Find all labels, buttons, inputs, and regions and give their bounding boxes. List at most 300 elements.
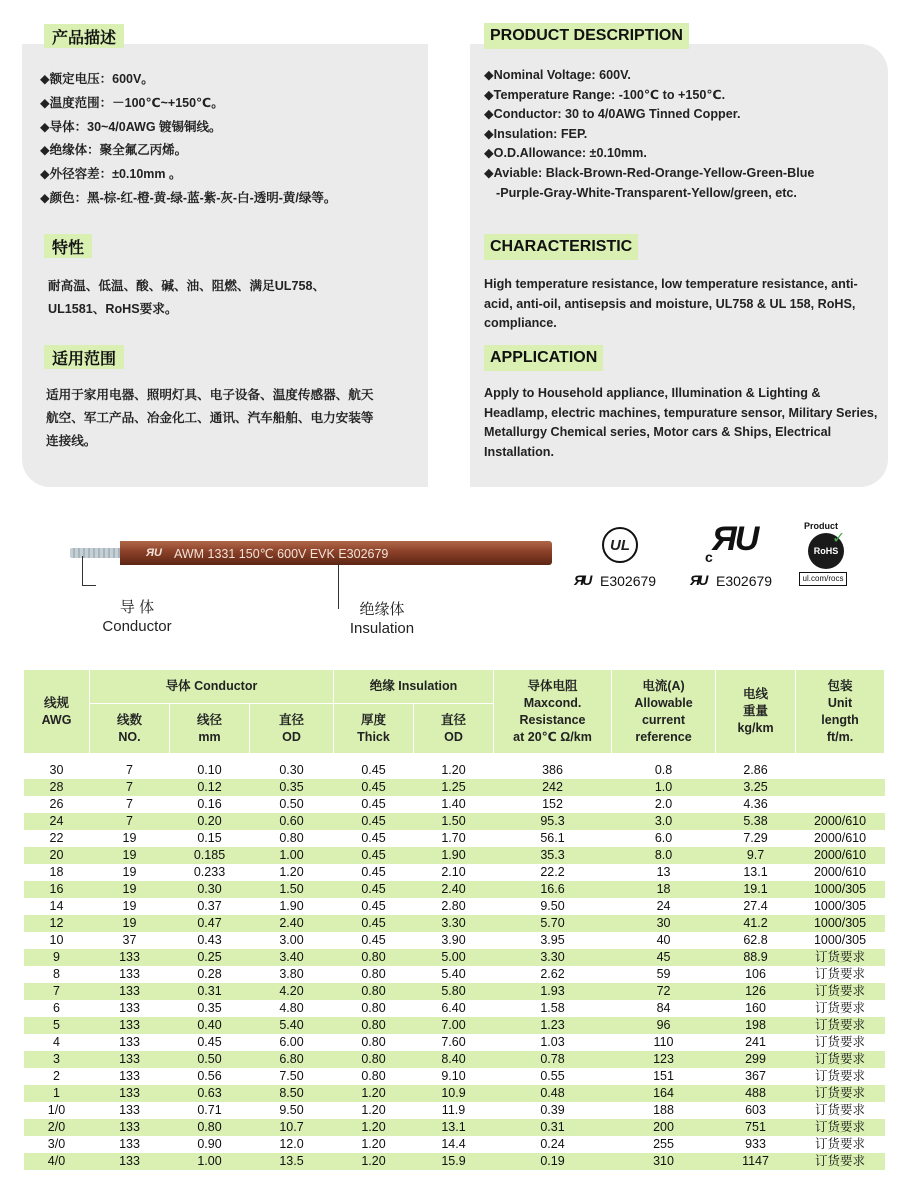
table-cell: 133 (90, 949, 170, 966)
table-cell: 1.90 (414, 847, 494, 864)
table-cell: 133 (119, 1136, 140, 1151)
table-row (24, 898, 885, 915)
table-cell: 0.10 (197, 762, 222, 777)
table-row (24, 796, 885, 813)
table-cell: 62.8 (743, 932, 768, 947)
table-cell: 12 (24, 915, 90, 932)
table-row (24, 1017, 885, 1034)
table-cell: 0.60 (250, 813, 334, 830)
table-cell: 0.31 (494, 1119, 612, 1136)
table-cell: 0.78 (494, 1051, 612, 1068)
table-cell: 1.00 (250, 847, 334, 864)
table-cell: 6 (53, 1000, 60, 1015)
table-cell: 164 (612, 1085, 716, 1102)
table-cell: 0.35 (197, 1000, 222, 1015)
cn-application-heading: 适用范围 (44, 345, 124, 369)
table-cell: 0.20 (170, 813, 250, 830)
header-text: 线数 (116, 712, 142, 727)
table-cell: 0.37 (197, 898, 222, 913)
insulation-label (340, 600, 424, 638)
header-text: ft/m. (826, 729, 854, 744)
table-cell: 订货要求 (796, 1119, 885, 1136)
table-cell: 6.0 (654, 830, 673, 845)
table-cell: 30 (49, 762, 64, 777)
table-cell: 1.23 (494, 1017, 612, 1034)
table-cell: 59 (656, 966, 671, 981)
table-cell: 0.45 (334, 881, 414, 898)
table-cell: 订货要求 (815, 1068, 866, 1083)
table-cell: 367 (745, 1068, 766, 1083)
ur-mark-icon: ЯU (146, 547, 162, 559)
header-text: mm (198, 729, 221, 744)
table-row (24, 1153, 885, 1170)
en-characteristic-text: High temperature resistance, low temperature resistance, anti-acid, anti-oil, antisepsis and moisture, UL758 & UL 158, RoHS, compliance. (484, 277, 858, 330)
table-cell: 3.30 (414, 915, 494, 932)
header-text: Maxcond. (523, 695, 582, 710)
table-cell: 0.45 (361, 864, 386, 879)
header-text: OD (444, 729, 463, 744)
table-cell: 40 (656, 932, 671, 947)
table-cell: 4/0 (24, 1153, 90, 1170)
table-cell: 133 (119, 1102, 140, 1117)
table-cell: 1.40 (441, 796, 466, 811)
cable-print-text: AWM 1331 150℃ 600V EVK E302679 (173, 546, 389, 561)
list-item: ◆额定电压：600V。 (40, 72, 154, 86)
table-cell: 1.90 (279, 898, 304, 913)
table-cell: 5.00 (414, 949, 494, 966)
table-row (24, 762, 885, 779)
table-cell: 7.60 (441, 1034, 466, 1049)
table-cell: 订货要求 (796, 1153, 885, 1170)
table-cell: 27.4 (743, 898, 768, 913)
header-text: at 20℃ Ω/km (513, 729, 592, 744)
table-cell: 2000/610 (813, 830, 867, 845)
table-cell: 3.80 (279, 966, 304, 981)
table-cell: 19 (122, 898, 137, 913)
list-item: ◆Conductor: 30 to 4/0AWG Tinned Copper. (484, 107, 741, 122)
en-application-heading: APPLICATION (484, 345, 603, 371)
table-cell: 933 (745, 1136, 766, 1151)
table-cell: 2.62 (540, 966, 565, 981)
table-cell: 订货要求 (815, 1034, 866, 1049)
table-cell: 13.5 (250, 1153, 334, 1170)
table-cell: 2 (53, 1068, 60, 1083)
table-cell: 241 (745, 1034, 766, 1049)
table-row (24, 1119, 885, 1136)
table-cell: 0.80 (361, 1000, 386, 1015)
table-cell: 0.19 (494, 1153, 612, 1170)
table-row (24, 1102, 885, 1119)
header-text: 直径 (441, 712, 467, 727)
table-cell: 96 (612, 1017, 716, 1034)
table-row (24, 1068, 885, 1085)
table-cell: 188 (653, 1102, 674, 1117)
table-row (24, 1051, 885, 1068)
table-cell: 41.2 (716, 915, 796, 932)
table-cell: 4.80 (279, 1000, 304, 1015)
table-cell: 0.45 (197, 1034, 222, 1049)
table-cell: 106 (745, 966, 766, 981)
cur-file-number: E302679 (716, 573, 773, 589)
table-cell: 20 (24, 847, 90, 864)
table-cell: 603 (745, 1102, 766, 1117)
table-cell: 24 (24, 813, 90, 830)
table-cell: 1.20 (334, 1085, 414, 1102)
ul-file-number: E302679 (600, 573, 657, 589)
table-cell: 0.80 (361, 966, 386, 981)
table-cell: 0.45 (334, 779, 414, 796)
header-text: Allowable (634, 695, 693, 710)
table-row (24, 1000, 885, 1017)
en-description-list (484, 66, 814, 203)
list-item: ◆Nominal Voltage: 600V. (484, 68, 631, 82)
table-cell: 0.25 (170, 949, 250, 966)
table-cell: 0.45 (334, 813, 414, 830)
en-description-heading: PRODUCT DESCRIPTION (484, 23, 689, 49)
col-header-package (796, 670, 885, 754)
table-cell: 0.35 (250, 779, 334, 796)
table-cell: 1.20 (279, 864, 304, 879)
table-cell: 242 (494, 779, 612, 796)
table-cell: 7 (90, 813, 170, 830)
table-cell: 0.63 (170, 1085, 250, 1102)
cn-characteristic-heading: 特性 (44, 234, 92, 258)
table-cell: 19 (90, 847, 170, 864)
list-item: ◆Aviable: Black-Brown-Red-Orange-Yellow-Green-Blue (484, 165, 815, 180)
table-cell: 133 (119, 1068, 140, 1083)
table-cell: 7 (126, 762, 133, 777)
table-cell: 12.0 (279, 1136, 304, 1151)
table-cell: 299 (716, 1051, 796, 1068)
col-header-insulation: 绝缘 Insulation (334, 670, 494, 704)
table-cell: 126 (716, 983, 796, 1000)
header-text: 线规 (43, 695, 69, 710)
table-cell: 6.00 (279, 1034, 304, 1049)
table-cell: 0.233 (193, 864, 226, 879)
table-cell: 1.25 (414, 779, 494, 796)
table-cell: 3.0 (612, 813, 716, 830)
col-header-strand-diameter (170, 704, 250, 754)
header-text: 电流(A) (642, 678, 685, 693)
table-cell: 14 (49, 898, 64, 913)
table-cell: 0.80 (361, 1068, 386, 1083)
table-row (24, 1136, 885, 1153)
table-cell: 95.3 (494, 813, 612, 830)
table-cell: 13.1 (743, 864, 768, 879)
col-header-conductor: 导体 Conductor (90, 670, 334, 704)
table-cell: 2.40 (414, 881, 494, 898)
table-cell: 2.40 (250, 915, 334, 932)
header-text: 线径 (196, 712, 222, 727)
table-cell: 订货要求 (815, 966, 866, 981)
table-cell: 84 (656, 1000, 671, 1015)
rohs-label: RoHS (813, 546, 839, 556)
insulation-label-en: Insulation (349, 620, 415, 637)
cn-description-list (40, 68, 336, 211)
spec-table-body (24, 762, 885, 1170)
cur-c-mark: c (705, 549, 711, 565)
ul-url-label: ul.com/rocs (799, 572, 847, 586)
insulation-label-cn: 绝缘体 (359, 601, 405, 618)
table-cell: 133 (90, 1051, 170, 1068)
table-cell: 4 (53, 1034, 60, 1049)
conductor-leader-tick (82, 585, 96, 586)
col-header-weight (716, 670, 796, 754)
table-cell: 0.45 (361, 830, 386, 845)
table-cell: 19 (122, 864, 137, 879)
table-row (24, 932, 885, 949)
table-cell: 5.70 (494, 915, 612, 932)
table-cell: 13 (656, 864, 671, 879)
header-text: 电线 (743, 687, 769, 701)
table-cell: 19 (90, 915, 170, 932)
list-item: ◆颜色：黑-棕-红-橙-黄-绿-蓝-紫-灰-白-透明-黄/绿等。 (40, 190, 337, 205)
table-cell: 133 (119, 1000, 140, 1015)
table-cell: 9.50 (279, 1102, 304, 1117)
table-row (24, 864, 885, 881)
header-spacer (24, 754, 885, 762)
table-cell: 8.40 (414, 1051, 494, 1068)
table-cell: 0.90 (197, 1136, 222, 1151)
cur-logo-icon: ЯU (712, 520, 758, 558)
table-cell: 0.16 (197, 796, 222, 811)
table-cell: 1.20 (441, 762, 466, 777)
table-cell: 0.80 (334, 1051, 414, 1068)
table-cell: 2000/610 (796, 813, 885, 830)
table-cell: 4.36 (743, 796, 768, 811)
table-cell: 72 (612, 983, 716, 1000)
table-cell: 110 (653, 1034, 674, 1049)
table-cell: 2000/610 (796, 847, 885, 864)
table-cell (796, 796, 885, 813)
cable-insulation-jacket (120, 541, 552, 565)
table-cell: 7 (90, 779, 170, 796)
col-header-awg (24, 670, 90, 754)
table-cell: 0.71 (197, 1102, 222, 1117)
col-header-resistance (494, 670, 612, 754)
header-text: OD (282, 729, 301, 744)
table-cell: 1.20 (334, 1119, 414, 1136)
table-cell: 26 (49, 796, 64, 811)
header-text: NO. (118, 729, 141, 744)
table-cell: 1 (24, 1085, 90, 1102)
table-cell: 0.80 (361, 1034, 386, 1049)
table-cell: 16.6 (494, 881, 612, 898)
table-cell: 0.30 (170, 881, 250, 898)
cn-characteristic-text: 耐高温、低温、酸、碱、油、阻燃、满足UL758、UL1581、RoHS要求。 (48, 279, 326, 316)
table-cell: 0.80 (279, 830, 304, 845)
list-item: ◆外径容差：±0.10mm 。 (40, 167, 182, 182)
table-cell: 1.50 (250, 881, 334, 898)
table-cell: 15.9 (414, 1153, 494, 1170)
table-cell: 6.80 (250, 1051, 334, 1068)
table-cell (796, 779, 885, 796)
table-cell: 10 (49, 932, 64, 947)
table-cell: 1.50 (414, 813, 494, 830)
table-cell: 9.7 (716, 847, 796, 864)
table-cell: 订货要求 (796, 949, 885, 966)
col-header-current (612, 670, 716, 754)
table-cell: 160 (745, 1000, 766, 1015)
table-cell: 0.39 (540, 1102, 565, 1117)
col-header-strand-count (90, 704, 170, 754)
table-cell: 198 (716, 1017, 796, 1034)
table-cell: 35.3 (494, 847, 612, 864)
table-cell: 7.00 (414, 1017, 494, 1034)
table-cell: 2.0 (654, 796, 673, 811)
col-header-insulation-od (414, 704, 494, 754)
conductor-label-cn: 导 体 (119, 599, 155, 616)
table-cell: 订货要求 (796, 1051, 885, 1068)
ur-small-icon: ЯU (574, 572, 591, 588)
table-cell: 1000/305 (813, 932, 867, 947)
col-header-conductor-od (250, 704, 334, 754)
checkmark-icon: ✓ (832, 530, 846, 547)
table-cell: 28 (24, 779, 90, 796)
table-cell: 1147 (716, 1153, 796, 1170)
table-cell: 310 (612, 1153, 716, 1170)
table-cell: 22.2 (540, 864, 565, 879)
table-cell: 1000/305 (796, 881, 885, 898)
table-cell: 0.56 (197, 1068, 222, 1083)
table-cell: 37 (122, 932, 137, 947)
table-cell: 133 (90, 1017, 170, 1034)
table-cell (796, 762, 885, 779)
table-cell: 8.0 (612, 847, 716, 864)
table-cell: 1/0 (47, 1102, 66, 1117)
rohs-product-label: Product (804, 521, 839, 531)
table-cell: 2/0 (24, 1119, 90, 1136)
table-row (24, 779, 885, 796)
header-text: length (821, 712, 859, 727)
table-cell: 386 (542, 762, 563, 777)
header-text: Resistance (519, 712, 586, 727)
table-cell: 56.1 (540, 830, 565, 845)
header-text: 直径 (278, 712, 304, 727)
table-row (24, 915, 885, 932)
table-cell: 5.40 (441, 966, 466, 981)
table-cell: 18 (49, 864, 64, 879)
table-cell: 0.45 (361, 898, 386, 913)
list-item: ◆温度范围：－100℃~+150℃。 (40, 95, 224, 110)
table-cell: 1.20 (361, 1102, 386, 1117)
table-cell: 0.15 (197, 830, 222, 845)
table-cell: 1.20 (334, 1153, 414, 1170)
list-item: ◆Insulation: FEP. (484, 126, 588, 141)
table-cell: 1.58 (540, 1000, 565, 1015)
table-cell: 3.30 (494, 949, 612, 966)
table-cell: 488 (716, 1085, 796, 1102)
table-cell: 3.25 (716, 779, 796, 796)
table-cell: 2000/610 (813, 864, 867, 879)
table-cell: 133 (90, 1085, 170, 1102)
list-item: ◆O.D.Allowance: ±0.10mm. (484, 146, 647, 161)
table-cell: 0.45 (361, 932, 386, 947)
col-header-thickness (334, 704, 414, 754)
table-cell: 0.48 (494, 1085, 612, 1102)
header-text: 厚度 (360, 712, 386, 727)
table-cell: 0.12 (170, 779, 250, 796)
table-cell: 订货要求 (796, 1085, 885, 1102)
table-cell: 0.50 (170, 1051, 250, 1068)
table-cell: 6.40 (441, 1000, 466, 1015)
table-row (24, 983, 885, 1000)
en-characteristic-heading: CHARACTERISTIC (484, 234, 638, 260)
header-text: Unit (827, 695, 853, 710)
table-cell: 4.20 (250, 983, 334, 1000)
table-cell: 0.43 (197, 932, 222, 947)
table-cell: 0.31 (170, 983, 250, 1000)
table-row (24, 881, 885, 898)
table-cell: 1.93 (494, 983, 612, 1000)
table-cell: 2.10 (441, 864, 466, 879)
table-cell: 9.10 (441, 1068, 466, 1083)
header-text: 包装 (827, 678, 853, 693)
table-row (24, 949, 885, 966)
en-application-text: Apply to Household appliance, Illumination & Lighting & Headlamp, electric machines, tempurature sensor, Military Series, Metallurgy Chemical series, Motor cars & Ships, Electrical Installation. (484, 386, 878, 459)
table-cell: 0.24 (540, 1136, 565, 1151)
table-cell: 152 (542, 796, 563, 811)
ur-small-icon-2: ЯU (690, 572, 707, 588)
table-row (24, 1034, 885, 1051)
table-cell: 13.1 (414, 1119, 494, 1136)
table-cell: 0.45 (361, 762, 386, 777)
table-cell: 11.9 (441, 1102, 466, 1117)
table-cell: 200 (612, 1119, 716, 1136)
table-cell: 0.50 (279, 796, 304, 811)
cn-application-text: 适用于家用电器、照明灯具、电子设备、温度传感器、航天航空、军工产品、冶金化工、通讯、汽车船舶、电力安装等连接线。 (46, 388, 374, 448)
table-cell: 7 (24, 983, 90, 1000)
table-cell: 19 (122, 830, 137, 845)
table-cell: 1.70 (441, 830, 466, 845)
table-cell: 2.86 (743, 762, 768, 777)
table-row (24, 830, 885, 847)
header-text: current (641, 712, 686, 727)
cn-description-heading: 产品描述 (44, 24, 124, 48)
list-item: ◆导体：30~4/0AWG 镀锡铜线。 (40, 119, 222, 134)
table-cell: 7.29 (743, 830, 768, 845)
table-cell: 0.40 (170, 1017, 250, 1034)
table-cell: 0.30 (279, 762, 304, 777)
table-cell: 7 (126, 796, 133, 811)
insulation-leader-line (338, 563, 339, 609)
table-cell: 5.38 (716, 813, 796, 830)
table-cell: 255 (653, 1136, 674, 1151)
table-cell: 3.40 (250, 949, 334, 966)
table-row (24, 966, 885, 983)
table-cell: 0.55 (540, 1068, 565, 1083)
header-text: 重量 (743, 704, 769, 718)
table-row (24, 847, 885, 864)
table-cell: 14.4 (441, 1136, 466, 1151)
table-cell: 7.50 (279, 1068, 304, 1083)
table-cell: 10.9 (414, 1085, 494, 1102)
table-cell: 0.80 (334, 949, 414, 966)
table-cell: 88.9 (716, 949, 796, 966)
table-cell: 9 (24, 949, 90, 966)
header-text: kg/km (737, 721, 774, 735)
table-cell: 16 (24, 881, 90, 898)
table-cell: 10.7 (250, 1119, 334, 1136)
table-cell: 18 (612, 881, 716, 898)
table-cell: 751 (716, 1119, 796, 1136)
table-cell: 1.00 (170, 1153, 250, 1170)
table-cell: 1.03 (540, 1034, 565, 1049)
table-cell: 0.80 (170, 1119, 250, 1136)
table-cell: 19.1 (716, 881, 796, 898)
table-cell: 22 (49, 830, 64, 845)
table-cell: 3/0 (47, 1136, 66, 1151)
